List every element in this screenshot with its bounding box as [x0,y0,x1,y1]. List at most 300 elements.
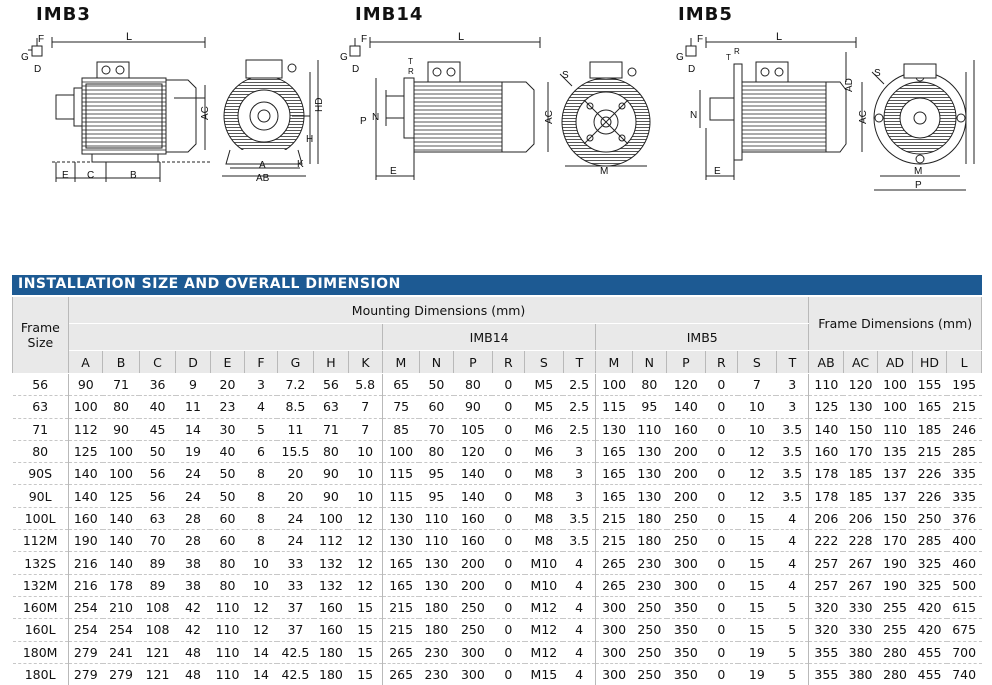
table-cell: 140 [103,507,140,529]
imb14-end-view [560,62,650,166]
table-cell: 4 [575,667,584,682]
table-cell: 160 [454,530,493,552]
table-cell: 285 [947,440,982,462]
mounting-spacer [68,324,382,351]
table-cell: 355 [809,641,843,663]
table-cell: 10 [348,440,382,462]
table-cell: 38 [176,574,210,596]
table-cell: 4 [776,507,809,529]
table-cell: 2.5 [563,396,595,418]
table-cell: 350 [667,619,706,641]
imb5-dim-e: E [714,166,721,177]
table-cell: 130 [632,440,666,462]
table-cell: 254 [68,619,102,641]
table-cell: 100 [314,507,348,529]
table-cell: 222 [809,530,843,552]
table-cell: 100 [878,396,912,418]
table-cell: 50 [419,374,453,396]
table-cell: 460 [947,552,982,574]
table-cell: 3 [776,396,809,418]
imb5-group-header: IMB5 [596,324,809,351]
imb3-side-view [28,37,210,182]
table-cell: 140 [68,463,102,485]
table-cell: 279 [68,641,102,663]
table-cell: 8.5 [277,396,314,418]
frame-size-cell: 56 [13,374,69,396]
table-cell: 80 [314,440,348,462]
table-cell: M12 [525,641,564,663]
table-cell: 120 [667,374,706,396]
column-header-n-16: N [632,351,666,374]
imb3-dim-h: H [306,134,314,145]
table-row [13,552,982,574]
table-cell: 14 [245,641,277,663]
imb5-side-view [686,37,862,180]
imb3-dim-ab: AB [256,173,270,184]
table-cell: 33 [277,574,314,596]
table-cell: 170 [843,440,877,462]
table-cell: 130 [419,574,453,596]
table-cell: 132 [314,574,348,596]
table-cell: M8 [525,485,564,507]
table-cell: 0 [492,396,524,418]
table-cell: 10 [348,485,382,507]
table-cell: 3 [563,463,595,485]
table-cell: 250 [637,667,662,682]
imb5-dim-l: L [776,31,783,43]
table-cell: 4 [776,574,809,596]
table-cell: 500 [947,574,982,596]
column-header-r-12: R [492,351,524,374]
table-cell: 110 [419,530,453,552]
table-row [13,574,982,596]
table-cell: 165 [596,485,633,507]
table-cell: 0 [492,418,524,440]
table-cell: 112 [314,530,348,552]
table-cell: M15 [530,667,558,682]
table-cell: 0 [492,641,524,663]
imb3-dim-e: E [62,170,69,181]
table-cell: 8 [245,507,277,529]
table-cell: 3.5 [563,530,595,552]
table-cell: 80 [210,552,244,574]
table-cell: 230 [419,641,453,663]
table-cell: 3.5 [563,507,595,529]
table-cell: 330 [843,619,877,641]
imb3-dim-d: D [34,64,42,75]
table-cell: 71 [103,374,140,396]
table-row [13,641,982,663]
table-cell: 80 [103,396,140,418]
table-cell: 100 [596,374,633,396]
table-cell: 40 [210,440,244,462]
column-header-n-10: N [419,351,453,374]
table-cell: 110 [210,619,244,641]
table-cell: 60 [210,530,244,552]
table-cell: 140 [103,530,140,552]
table-cell: 4 [563,641,595,663]
table-cell: 75 [383,396,420,418]
table-cell: 110 [419,507,453,529]
column-header-f-5: F [245,351,277,374]
column-header-p-11: P [454,351,493,374]
table-cell: 350 [667,641,706,663]
table-cell: 160 [667,418,706,440]
table-cell: 267 [843,574,877,596]
table-cell: 150 [843,418,877,440]
table-cell: 279 [109,667,133,682]
frame-size-cell: 112M [13,530,69,552]
table-cell: 300 [454,641,493,663]
imb5-dim-s: S [874,68,881,79]
table-cell: 110 [632,418,666,440]
table-cell: 230 [424,667,449,682]
table-cell: 200 [667,485,706,507]
table-cell: 89 [139,574,176,596]
column-header-hd-24: HD [912,351,946,374]
table-cell: 125 [809,396,843,418]
imb5-dim-m: M [914,166,923,177]
table-cell: 105 [454,418,493,440]
table-cell: 42.5 [281,667,310,682]
table-cell: 615 [947,596,982,618]
imb3-dim-k: K [297,159,304,170]
table-cell: 0 [705,619,737,641]
table-cell: 320 [809,619,843,641]
table-cell: 250 [454,596,493,618]
imb14-side-view [350,37,548,180]
table-cell: 56 [139,463,176,485]
column-header-a-0: A [68,351,102,374]
table-cell: 65 [383,374,420,396]
table-cell: 15 [738,574,777,596]
table-cell: 95 [419,485,453,507]
table-cell: 195 [947,374,982,396]
table-cell: 108 [139,596,176,618]
table-cell: 33 [277,552,314,574]
table-cell: 85 [383,418,420,440]
imb14-dim-r: R [408,67,414,76]
table-cell: 15 [738,530,777,552]
table-cell: 0 [705,552,737,574]
column-header-ab-21: AB [809,351,843,374]
table-cell: 50 [139,440,176,462]
table-cell: 110 [215,667,240,682]
imb14-dim-l: L [458,31,465,43]
table-cell: 265 [596,574,633,596]
column-header-m-15: M [596,351,633,374]
table-cell: 140 [68,485,102,507]
table-cell: 115 [383,463,420,485]
table-cell: 115 [383,485,420,507]
table-cell: 335 [947,463,982,485]
table-cell: 170 [878,530,912,552]
table-cell: 228 [843,530,877,552]
table-cell: 0 [705,485,737,507]
column-header-ac-22: AC [843,351,877,374]
table-cell: 0 [492,619,524,641]
table-cell: 10 [348,463,382,485]
table-cell: 215 [596,507,633,529]
table-cell: 8 [245,530,277,552]
frame-size-cell: 160M [13,596,69,618]
table-cell: 0 [504,667,513,682]
imb5-title: IMB5 [678,4,733,25]
table-cell: 3.5 [776,485,809,507]
table-cell: M10 [525,574,564,596]
table-cell: 4 [563,619,595,641]
imb3-dim-c: C [87,170,95,181]
table-row [13,485,982,507]
table-cell: 135 [878,440,912,462]
table-cell: 4 [563,596,595,618]
table-cell: 90 [103,418,140,440]
table-row [13,440,982,462]
column-header-b-1: B [103,351,140,374]
table-cell: 70 [419,418,453,440]
table-row [13,619,982,641]
table-cell: 700 [947,641,982,663]
table-cell: 63 [314,396,348,418]
table-cell: 8 [245,485,277,507]
table-cell: 3.5 [776,418,809,440]
table-cell: 5 [776,619,809,641]
table-cell: 0 [705,396,737,418]
table-cell: 380 [843,641,877,663]
table-cell: 2.5 [563,374,595,396]
technical-drawings [0,0,992,200]
table-cell: 300 [460,667,485,682]
column-header-s-19: S [738,351,777,374]
table-cell: 12 [348,507,382,529]
table-cell: 37 [277,596,314,618]
table-cell: 7.2 [277,374,314,396]
table-cell: 215 [383,619,420,641]
table-cell: 15 [738,619,777,641]
table-cell: 0 [705,507,737,529]
column-header-s-13: S [525,351,564,374]
table-cell: 110 [809,374,843,396]
table-cell: 56 [314,374,348,396]
table-cell: 121 [145,667,170,682]
table-cell: 10 [245,552,277,574]
imb14-dim-d: D [352,64,360,75]
table-cell: 10 [738,418,777,440]
table-cell: 11 [176,396,210,418]
table-cell: 250 [667,507,706,529]
table-row [13,663,982,685]
table-cell: 165 [383,574,420,596]
table-cell: 130 [632,463,666,485]
table-cell: 15 [348,596,382,618]
table-cell: 150 [878,507,912,529]
table-cell: 60 [210,507,244,529]
table-cell: 42 [176,596,210,618]
table-cell: 230 [632,574,666,596]
frame-size-cell: 63 [13,396,69,418]
table-cell: 455 [912,641,946,663]
table-cell: 0 [705,440,737,462]
table-cell: 206 [843,507,877,529]
frame-size-cell: 160L [13,619,69,641]
table-cell: 178 [103,574,140,596]
imb14-dim-p: P [360,116,367,127]
table-cell: 110 [878,418,912,440]
table-cell: 265 [596,552,633,574]
table-cell: 12 [245,596,277,618]
table-cell: 420 [912,596,946,618]
table-cell: 40 [139,396,176,418]
table-cell: 216 [68,552,102,574]
table-cell: 80 [210,574,244,596]
table-cell: 10 [738,396,777,418]
table-cell: 165 [596,463,633,485]
table-cell: 140 [667,396,706,418]
table-cell: 0 [492,440,524,462]
table-cell: 15.5 [277,440,314,462]
table-cell: 0 [705,463,737,485]
table-cell: 160 [809,440,843,462]
table-cell: 60 [419,396,453,418]
frame-size-cell: 132M [13,574,69,596]
table-cell: 6 [245,440,277,462]
table-cell: 20 [277,485,314,507]
table-cell: 3.5 [776,463,809,485]
table-cell: 110 [210,641,244,663]
table-cell: 376 [947,507,982,529]
table-cell: 300 [667,574,706,596]
table-cell: 5 [788,667,797,682]
table-cell: 70 [139,530,176,552]
table-cell: 71 [314,418,348,440]
table-cell: 325 [912,552,946,574]
table-cell: 178 [809,463,843,485]
table-cell: 206 [809,507,843,529]
table-cell: 56 [139,485,176,507]
table-cell: 24 [176,463,210,485]
table-cell: 12 [245,619,277,641]
table-cell: 12 [348,530,382,552]
table-cell: 130 [419,552,453,574]
table-cell: 7 [348,396,382,418]
imb5-dim-f: F [697,34,704,45]
table-cell: 250 [912,507,946,529]
table-cell: 80 [632,374,666,396]
table-cell: 215 [383,596,420,618]
table-cell: 130 [843,396,877,418]
table-cell: 12 [738,485,777,507]
table-cell: 140 [809,418,843,440]
table-cell: 24 [176,485,210,507]
table-cell: 180 [314,641,348,663]
table-cell: 130 [383,507,420,529]
table-cell: 15 [348,619,382,641]
table-cell: 257 [809,574,843,596]
table-cell: 15 [348,641,382,663]
column-header-e-4: E [210,351,244,374]
table-cell: 28 [176,530,210,552]
table-cell: 95 [632,396,666,418]
table-cell: 48 [185,667,201,682]
frame-size-header: Frame Size [13,297,69,374]
imb3-dim-ac: AC [200,106,211,120]
table-cell: 0 [492,596,524,618]
table-cell: 115 [596,396,633,418]
table-cell: 130 [383,530,420,552]
table-row [13,374,982,396]
table-cell: 12 [738,463,777,485]
table-cell: M8 [525,530,564,552]
table-row [13,596,982,618]
table-cell: 200 [667,463,706,485]
imb5-dim-d: D [688,64,696,75]
table-cell: 254 [103,619,140,641]
table-cell: 130 [632,485,666,507]
table-cell: 19 [738,641,777,663]
table-cell: 160 [314,596,348,618]
table-cell: 4 [563,552,595,574]
table-row [13,396,982,418]
table-cell: 42 [176,619,210,641]
table-cell: 7 [348,418,382,440]
table-cell: 285 [912,530,946,552]
table-cell: 250 [667,530,706,552]
dimension-table [12,297,982,685]
table-cell: 0 [492,374,524,396]
table-cell: 100 [103,440,140,462]
table-cell: 137 [878,463,912,485]
table-cell: 12 [348,574,382,596]
table-cell: 100 [383,440,420,462]
imb3-title: IMB3 [36,4,91,25]
table-cell: 226 [912,463,946,485]
table-cell: 4 [245,396,277,418]
imb14-dim-g: G [340,52,348,63]
table-cell: 180 [419,596,453,618]
table-cell: 12 [738,440,777,462]
frame-size-cell: 90L [13,485,69,507]
table-cell: 19 [176,440,210,462]
table-cell: 3 [245,374,277,396]
table-row [13,418,982,440]
table-cell: M12 [525,596,564,618]
table-cell: 400 [947,530,982,552]
table-cell: 112 [68,418,102,440]
table-cell: 0 [492,463,524,485]
table-cell: 90 [68,374,102,396]
frame-size-cell: 180L [24,667,56,682]
table-cell: 5.8 [348,374,382,396]
table-cell: M6 [525,418,564,440]
table-cell: 0 [705,641,737,663]
table-cell: 0 [492,485,524,507]
table-cell: 226 [912,485,946,507]
column-header-c-2: C [139,351,176,374]
table-cell: 2.5 [563,418,595,440]
table-cell: 215 [947,396,982,418]
table-cell: 190 [68,530,102,552]
table-cell: 3.5 [776,440,809,462]
column-header-p-17: P [667,351,706,374]
imb5-dim-ad: AD [844,78,855,92]
table-cell: M5 [525,396,564,418]
imb5-dim-ac: AC [858,110,869,124]
table-cell: 3 [563,440,595,462]
table-cell: 300 [596,596,633,618]
table-cell: 3 [563,485,595,507]
table-cell: 14 [176,418,210,440]
column-header-t-20: T [776,351,809,374]
